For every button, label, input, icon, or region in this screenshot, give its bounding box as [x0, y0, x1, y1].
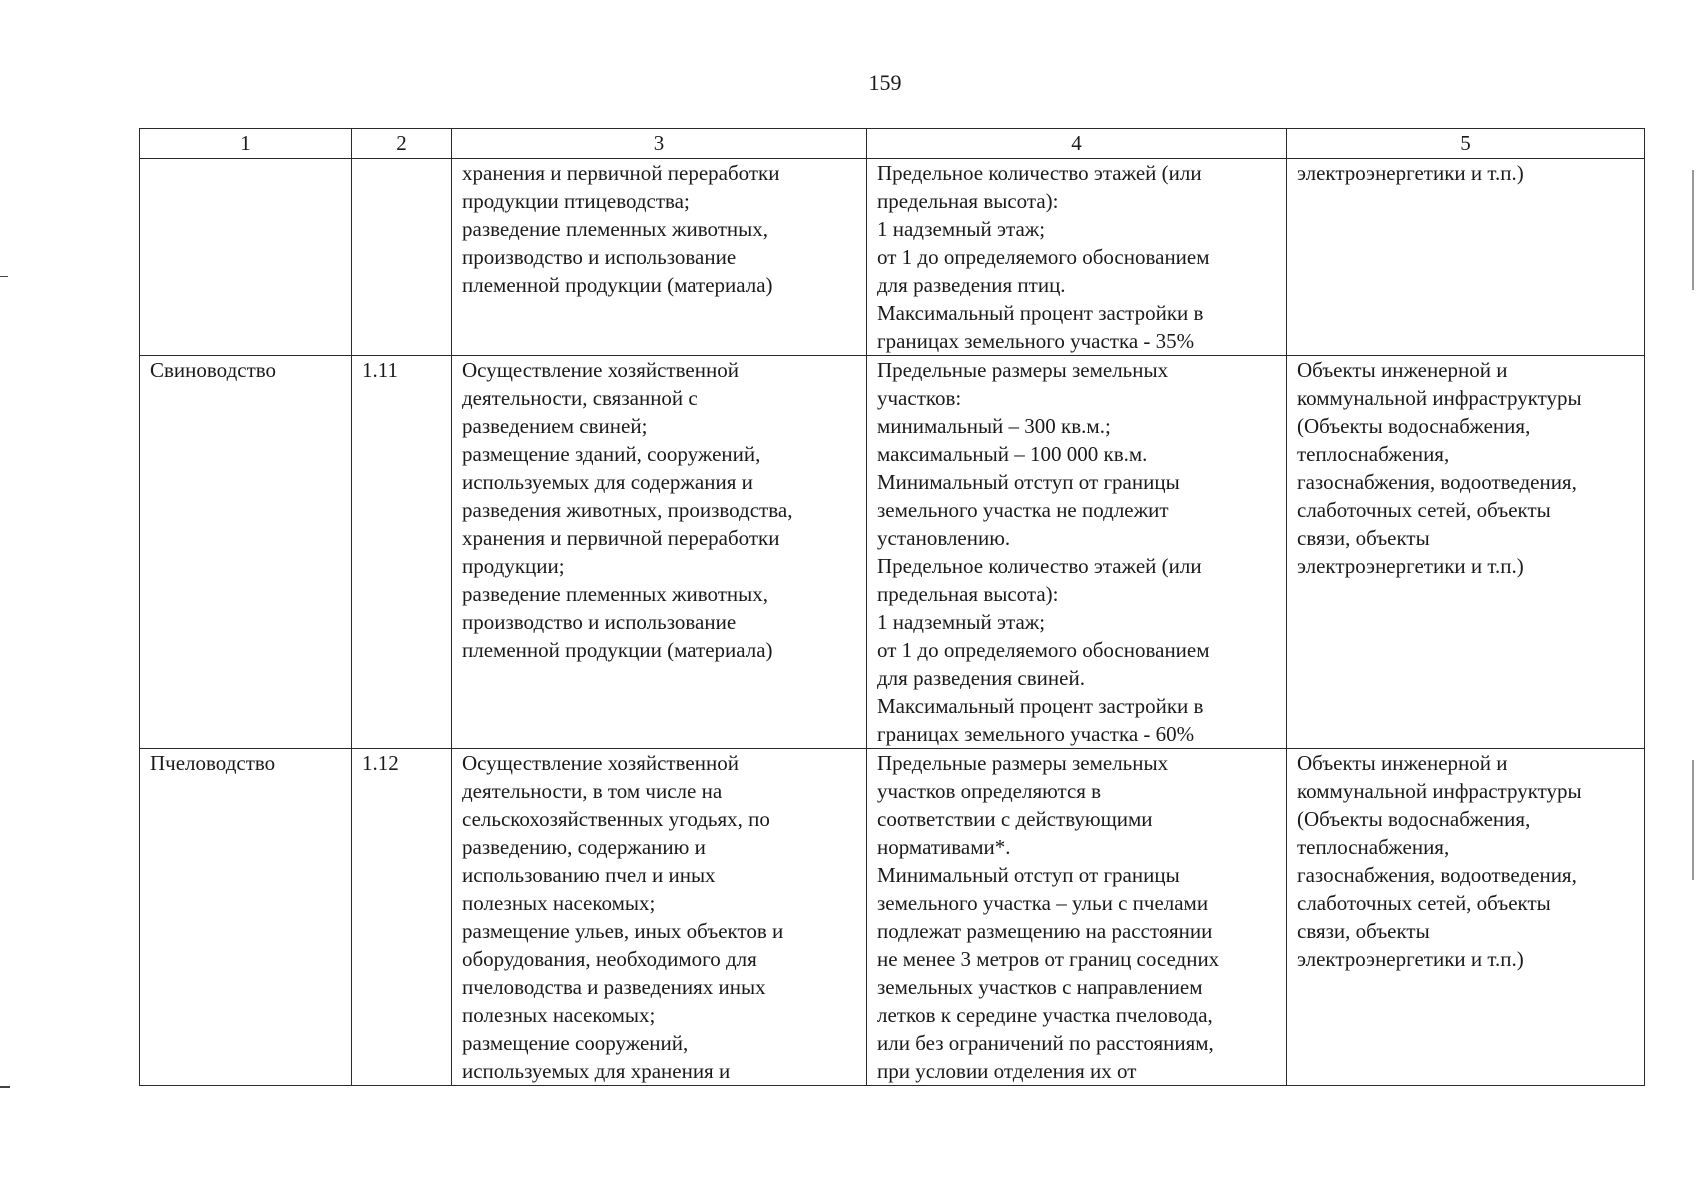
column-header: 2: [352, 129, 452, 159]
table-row: [140, 749, 1645, 1086]
parameter-line: земельных участков с направлением: [877, 975, 1203, 999]
use-name-cell: Пчеловодство: [140, 749, 352, 1086]
parameter-line: Максимальный процент застройки в: [877, 694, 1204, 718]
parameter-line: установлению.: [877, 526, 1011, 550]
description-line: производство и использование: [462, 610, 737, 634]
parameters-cell: [867, 159, 1287, 356]
parameter-line: максимальный – 100 000 кв.м.: [877, 442, 1148, 466]
description-line: Осуществление хозяйственной: [462, 751, 739, 775]
description-line: полезных насекомых;: [462, 1003, 656, 1027]
parameter-line: для разведения свиней.: [877, 666, 1085, 690]
description-line: продукции;: [462, 554, 565, 578]
header-row: [140, 129, 1645, 159]
parameter-line: соответствии с действующими: [877, 807, 1153, 831]
description-line: разведения животных, производства,: [462, 498, 793, 522]
description-line: размещение ульев, иных объектов и: [462, 919, 784, 943]
infrastructure-line: газоснабжения, водоотведения,: [1297, 863, 1577, 887]
description-line: используемых для хранения и: [462, 1059, 731, 1083]
parameter-line: 1 надземный этаж;: [877, 217, 1046, 241]
parameter-line: для разведения птиц.: [877, 273, 1066, 297]
column-header: 5: [1287, 129, 1645, 159]
description-line: хранения и первичной переработки: [462, 161, 780, 185]
description-line: Осуществление хозяйственной: [462, 358, 739, 382]
parameter-line: Минимальный отступ от границы: [877, 470, 1180, 494]
infrastructure-line: газоснабжения, водоотведения,: [1297, 470, 1577, 494]
parameter-line: нормативами*.: [877, 835, 1011, 859]
use-code-cell: 1.11: [352, 356, 452, 749]
description-cell: [452, 356, 867, 749]
parameter-line: участков:: [877, 386, 962, 410]
table-row: [140, 159, 1645, 356]
parameter-line: предельная высота):: [877, 582, 1059, 606]
description-line: пчеловодства и разведениях иных: [462, 975, 766, 999]
infrastructure-line: связи, объекты: [1297, 919, 1430, 943]
parameter-line: Предельное количество этажей (или: [877, 161, 1202, 185]
description-cell: [452, 159, 867, 356]
parameter-line: Минимальный отступ от границы: [877, 863, 1180, 887]
parameter-line: предельная высота):: [877, 189, 1059, 213]
description-line: производство и использование: [462, 245, 737, 269]
description-line: разведению, содержанию и: [462, 835, 706, 859]
infrastructure-line: коммунальной инфраструктуры: [1297, 779, 1582, 803]
description-line: разведением свиней;: [462, 414, 648, 438]
parameter-line: Предельное количество этажей (или: [877, 554, 1202, 578]
land-use-table: [139, 128, 1645, 1086]
parameter-line: земельного участка – ульи с пчелами: [877, 891, 1209, 915]
infrastructure-line: теплоснабжения,: [1297, 442, 1450, 466]
parameter-line: 1 надземный этаж;: [877, 610, 1046, 634]
parameter-line: подлежат размещению на расстоянии: [877, 919, 1213, 943]
infrastructure-line: электроэнергетики и т.п.): [1297, 947, 1524, 971]
infrastructure-line: коммунальной инфраструктуры: [1297, 386, 1582, 410]
description-line: оборудования, необходимого для: [462, 947, 757, 971]
description-line: племенной продукции (материала): [462, 638, 773, 662]
column-header: 4: [867, 129, 1287, 159]
parameter-line: при условии отделения их от: [877, 1059, 1137, 1083]
parameter-line: границах земельного участка - 35%: [877, 329, 1195, 353]
column-header: 1: [140, 129, 352, 159]
parameter-line: Максимальный процент застройки в: [877, 301, 1204, 325]
infrastructure-line: слаботочных сетей, объекты: [1297, 891, 1551, 915]
parameter-line: участков определяются в: [877, 779, 1102, 803]
use-name-cell: [140, 159, 352, 356]
description-line: разведение племенных животных,: [462, 217, 769, 241]
description-line: продукции птицеводства;: [462, 189, 690, 213]
parameters-cell: [867, 749, 1287, 1086]
infrastructure-line: электроэнергетики и т.п.): [1297, 161, 1524, 185]
parameter-line: Предельные размеры земельных: [877, 751, 1169, 775]
use-code-cell: [352, 159, 452, 356]
description-line: полезных насекомых;: [462, 891, 656, 915]
scan-margin-mark: [0, 276, 8, 277]
infrastructure-cell: [1287, 749, 1645, 1086]
column-header: 3: [452, 129, 867, 159]
description-line: деятельности, в том числе на: [462, 779, 723, 803]
parameter-line: от 1 до определяемого обоснованием: [877, 638, 1210, 662]
scan-margin-mark: [0, 1086, 10, 1088]
parameter-line: земельного участка не подлежит: [877, 498, 1169, 522]
use-name-cell: Свиноводство: [140, 356, 352, 749]
infrastructure-line: Объекты инженерной и: [1297, 358, 1508, 382]
description-line: племенной продукции (материала): [462, 273, 773, 297]
parameter-line: или без ограничений по расстояниям,: [877, 1031, 1214, 1055]
parameter-line: минимальный – 300 кв.м.;: [877, 414, 1111, 438]
infrastructure-cell: [1287, 159, 1645, 356]
description-line: размещение сооружений,: [462, 1031, 689, 1055]
infrastructure-line: теплоснабжения,: [1297, 835, 1450, 859]
description-cell: [452, 749, 867, 1086]
scan-margin-mark: [1692, 760, 1694, 880]
description-line: деятельности, связанной с: [462, 386, 698, 410]
parameter-line: границах земельного участка - 60%: [877, 722, 1195, 746]
parameters-cell: [867, 356, 1287, 749]
parameter-line: от 1 до определяемого обоснованием: [877, 245, 1210, 269]
infrastructure-line: электроэнергетики и т.п.): [1297, 554, 1524, 578]
parameter-line: летков к середине участка пчеловода,: [877, 1003, 1213, 1027]
description-line: использованию пчел и иных: [462, 863, 716, 887]
description-line: хранения и первичной переработки: [462, 526, 780, 550]
description-line: сельскохозяйственных угодьях, по: [462, 807, 770, 831]
table-row: [140, 356, 1645, 749]
infrastructure-line: (Объекты водоснабжения,: [1297, 807, 1531, 831]
infrastructure-line: связи, объекты: [1297, 526, 1430, 550]
infrastructure-line: (Объекты водоснабжения,: [1297, 414, 1531, 438]
infrastructure-line: слаботочных сетей, объекты: [1297, 498, 1551, 522]
description-line: разведение племенных животных,: [462, 582, 769, 606]
infrastructure-line: Объекты инженерной и: [1297, 751, 1508, 775]
infrastructure-cell: [1287, 356, 1645, 749]
parameter-line: не менее 3 метров от границ соседних: [877, 947, 1220, 971]
description-line: размещение зданий, сооружений,: [462, 442, 761, 466]
description-line: используемых для содержания и: [462, 470, 753, 494]
page-number: 159: [868, 70, 902, 95]
parameter-line: Предельные размеры земельных: [877, 358, 1169, 382]
scan-margin-mark: [1692, 170, 1694, 290]
use-code-cell: 1.12: [352, 749, 452, 1086]
